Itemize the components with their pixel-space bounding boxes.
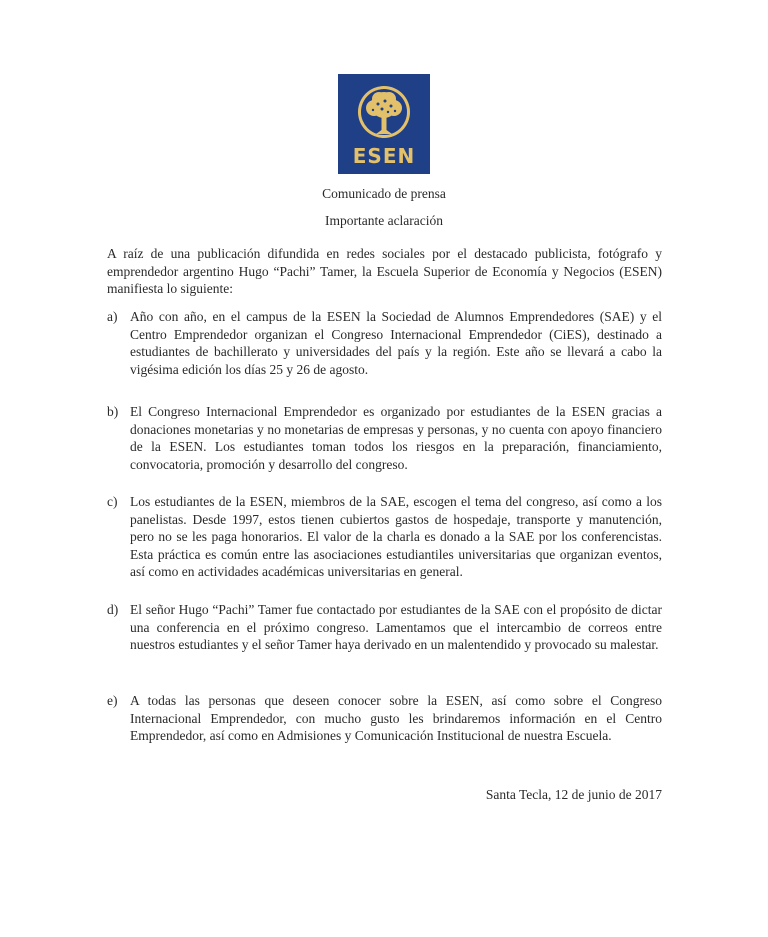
list-item [107,308,662,378]
logo-text: ESEN [352,144,416,168]
esen-logo [338,74,430,174]
list-item-text: Los estudiantes de la ESEN, miembros de la SAE, escogen el tema del congreso, así como a los panelistas. Desde 1997, estos tienen cubiertos gastos de hospedaje, transporte y manutención, pero no se les paga honorarios. El valor de la charla es donado a la SAE por los conferencistas. Esta práctica es común entre las asociaciones estudiantiles universitarias que organizan eventos, así como en actividades académicas universitarias en general. [130,494,662,579]
list-item-text: El Congreso Internacional Emprendedor es organizado por estudiantes de la ESEN gracias a donaciones monetarias y no monetarias de empresas y personas, y no cuenta con apoyo financiero de la ESEN. Los estudiantes toman todos los riesgos en la preparación, financiamiento, convocatoria, promoción y desarrollo del congreso. [130,404,662,472]
list-item [107,692,662,745]
list-item [107,601,662,654]
list-item-text: El señor Hugo “Pachi” Tamer fue contactado por estudiantes de la SAE con el propósito de dictar una conferencia en el próximo congreso. Lamentamos que el intercambio de correos entre nuestros estudiantes y el señor Tamer haya derivado en un malentendido y provocado su malestar. [130,602,662,652]
press-release-title: Comunicado de prensa [322,186,446,201]
press-release-subtitle: Importante aclaración [324,213,444,228]
list-item-text: A todas las personas que deseen conocer sobre la ESEN, así como sobre el Congreso Internacional Emprendedor, con mucho gusto les brindaremos información en el Centro Emprendedor, así como en Admisiones y Comunicación Institucional de nuestra Escuela. [130,693,662,743]
list-marker: d) [107,602,119,617]
list-item-text: Año con año, en el campus de la ESEN la Sociedad de Alumnos Emprendedores (SAE) y el Centro Emprendedor organizan el Congreso Internacional Emprendedor (CiES), destinado a estudiantes de bachillerato y universidades del país y la región. Este año se llevará a cabo la vigésima edición los días 25 y 26 de agosto. [130,309,662,377]
list-marker: b) [107,404,119,419]
list-marker: a) [107,309,118,324]
list-marker: c) [107,494,118,509]
list-item [107,493,662,581]
intro-paragraph: A raíz de una publicación difundida en redes sociales por el destacado publicista, fotógrafo y emprendedor argentino Hugo “Pachi” Tamer, la Escuela Superior de Economía y Negocios (ESEN) manifiesta lo siguiente: [107,246,662,296]
place-and-date: Santa Tecla, 12 de junio de 2017 [485,787,662,802]
list-marker: e) [107,693,118,708]
list-item [107,403,662,473]
